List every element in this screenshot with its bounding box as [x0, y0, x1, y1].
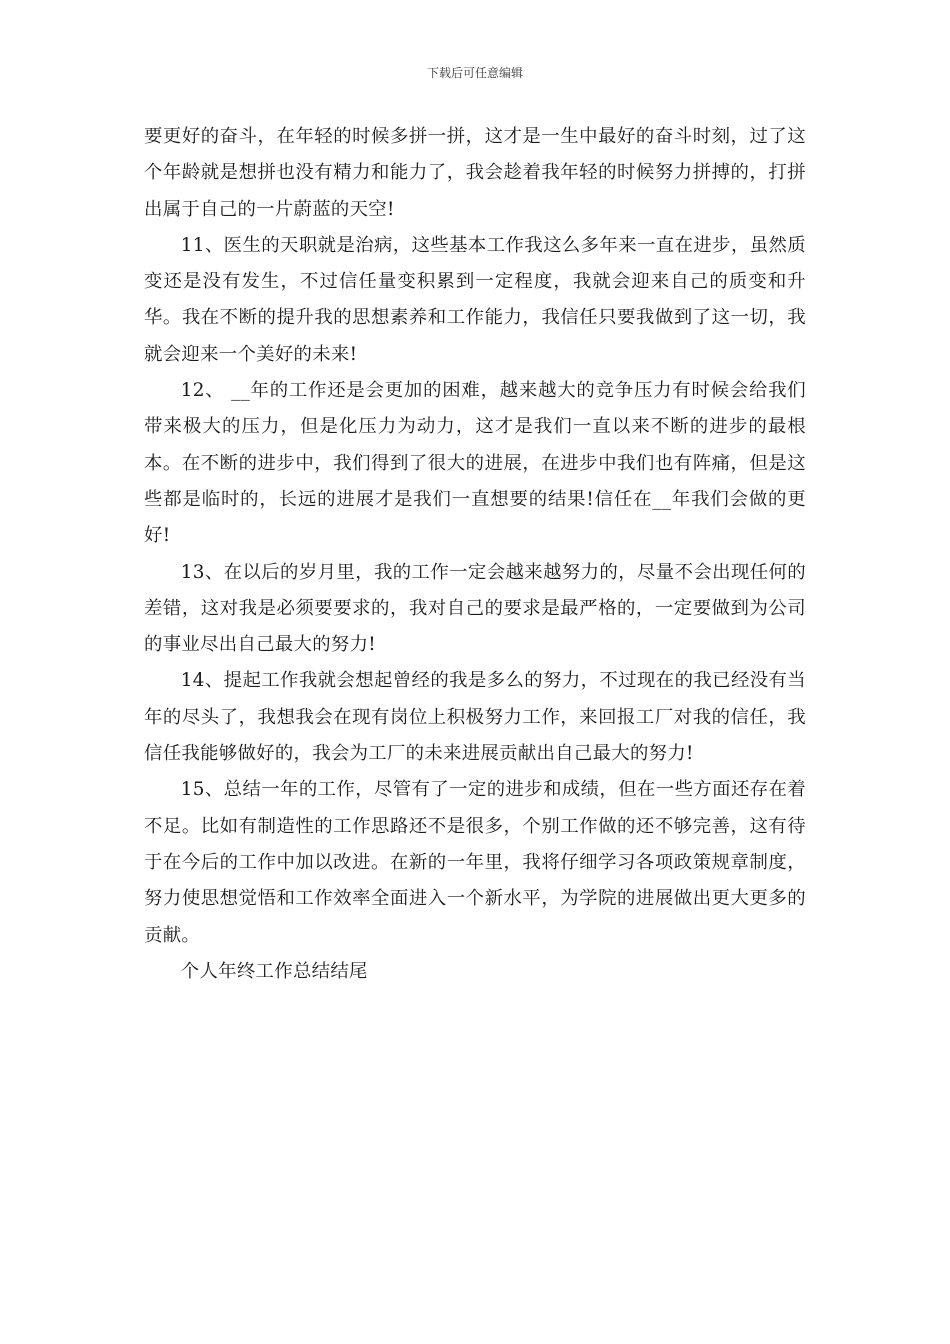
paragraph-item-13: 13、在以后的岁月里，我的工作一定会越来越努力的，尽量不会出现任何的差错，这对我是必须要要求的，我对自己的要求是最严格的，一定要做到为公司的事业尽出自己最大的努力!	[144, 561, 806, 656]
paragraph-item-12: 12、 __年的工作还是会更加的困难，越来越大的竞争压力有时候会给我们带来极大的压力，但是化压力为动力，这才是我们一直以来不断的进步的最根本。在不断的进步中，我们得到了很大的进展，在进步中我们也有阵痛，但是这些都是临时的，长远的进展才是我们一直想要的结果!信任在__年我们会做的更好!	[144, 380, 806, 547]
page-header: 下载后可任意编辑	[426, 66, 523, 80]
paragraph-continuation: 要更好的奋斗，在年轻的时候多拼一拼，这才是一生中最好的奋斗时刻，过了这个年龄就是想拼也没有精力和能力了，我会趁着我年轻的时候努力拼搏的，打拼出属于自己的一片蔚蓝的天空!	[144, 126, 806, 220]
section-heading: 个人年终工作总结结尾	[180, 960, 368, 982]
paragraph-item-14: 14、提起工作我就会想起曾经的我是多么的努力，不过现在的我已经没有当年的尽头了，我想我会在现有岗位上积极努力工作，来回报工厂对我的信任，我信任我能够做好的，我会为工厂的未来进展贡献出自己最大的努力!	[144, 670, 806, 765]
paragraph-item-15: 15、总结一年的工作，尽管有了一定的进步和成绩，但在一些方面还存在着不足。比如有制造性的工作思路还不是很多，个别工作做的还不够完善，这有待于在今后的工作中加以改进。在新的一年里，我将仔细学习各项政策规章制度，努力使思想觉悟和工作效率全面进入一个新水平，为学院的进展做出更大更多的贡献。	[144, 779, 806, 946]
paragraph-item-11: 11、医生的天职就是治病，这些基本工作我这么多年来一直在进步，虽然质变还是没有发生，不过信任量变积累到一定程度，我就会迎来自己的质变和升华。我在不断的提升我的思想素养和工作能力，我信任只要我做到了这一切，我就会迎来一个美好的未来!	[144, 234, 806, 365]
document-body	[144, 119, 806, 990]
